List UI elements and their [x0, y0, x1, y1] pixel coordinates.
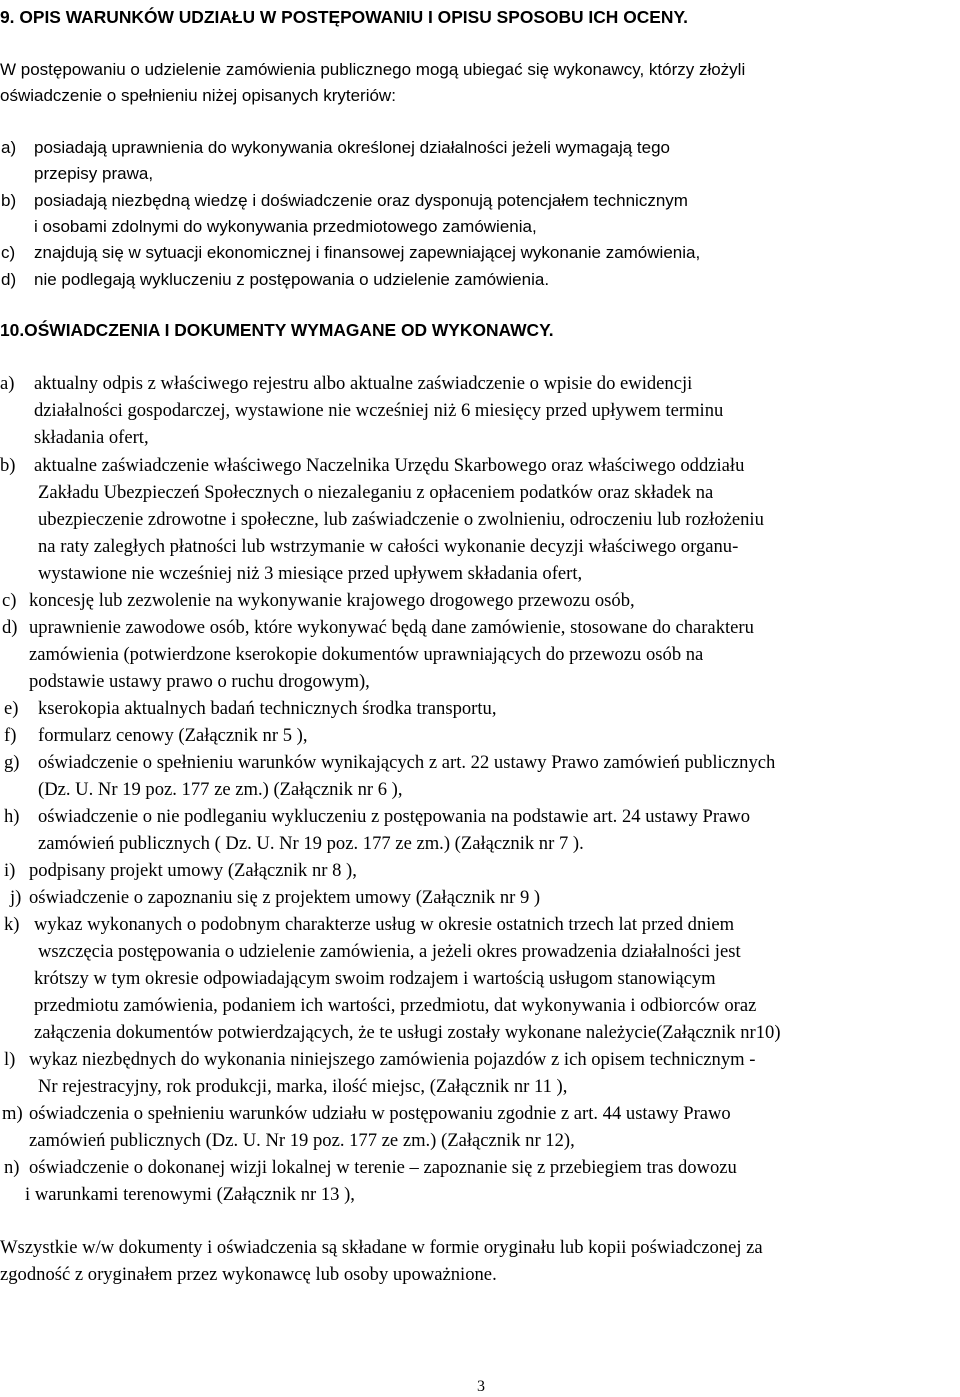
list-item-label: f) [4, 725, 17, 746]
list-item-text: wystawione nie wcześniej niż 3 miesiące przed upływem składania ofert, [38, 563, 583, 584]
list-item-label: n) [4, 1157, 20, 1178]
list-item-text: (Dz. U. Nr 19 poz. 177 ze zm.) (Załącznik nr 6 ), [38, 779, 403, 800]
list-item-label: e) [4, 698, 19, 719]
list-item-text: wszczęcia postępowania o udzielenie zamówienia, a jeżeli okres prowadzenia działalności jest [38, 941, 741, 962]
list-item-label: c) [2, 590, 17, 611]
list-item-text: składania ofert, [34, 427, 149, 448]
section-9-heading: 9. OPIS WARUNKÓW UDZIAŁU W POSTĘPOWANIU I OPISU SPOSOBU ICH OCENY. [0, 7, 688, 27]
list-item-text: znajdują się w sytuacji ekonomicznej i finansowej zapewniającej wykonanie zamówienia, [34, 243, 701, 262]
list-item-text: Zakładu Ubezpieczeń Społecznych o niezaleganiu z opłaceniem podatków oraz składek na [38, 482, 714, 503]
list-item-text: aktualne zaświadczenie właściwego Naczelnika Urzędu Skarbowego oraz właściwego oddziału [34, 455, 745, 476]
list-item-label: h) [4, 806, 20, 827]
list-item-label: b) [0, 455, 16, 476]
list-item-text: oświadczenie o dokonanej wizji lokalnej w terenie – zapoznanie się z przebiegiem tras dowozu [29, 1157, 737, 1178]
list-item-label: l) [4, 1049, 16, 1070]
list-item-text: wykaz wykonanych o podobnym charakterze usług w okresie ostatnich trzech lat przed dniem [34, 914, 735, 935]
list-item-text: zamówienia (potwierdzone kserokopie dokumentów uprawniających do przewozu osób na [29, 644, 704, 665]
list-item-text: posiadają niezbędną wiedzę i doświadczenie oraz dysponują potencjałem technicznym [34, 191, 688, 210]
list-item-label: j) [10, 887, 22, 908]
list-item-text: zamówień publicznych (Dz. U. Nr 19 poz. 177 ze zm.) (Załącznik nr 12), [29, 1130, 575, 1151]
list-item-text: koncesję lub zezwolenie na wykonywanie krajowego drogowego przewozu osób, [29, 590, 635, 611]
list-item-text: formularz cenowy (Załącznik nr 5 ), [38, 725, 308, 746]
list-item-text: posiadają uprawnienia do wykonywania określonej działalności jeżeli wymagają tego [34, 138, 670, 157]
list-item-label: d) [2, 617, 18, 638]
list-item-text: ubezpieczenie zdrowotne i społeczne, lub zaświadczenie o zwolnieniu, odroczeniu lub rozłożeniu [38, 509, 764, 530]
list-item-text: aktualny odpis z właściwego rejestru albo aktualne zaświadczenie o wpisie do ewidencji [34, 373, 693, 394]
list-item-text: podstawie ustawy prawo o ruchu drogowym), [29, 671, 370, 692]
list-item-text: oświadczenie o nie podleganiu wykluczeniu z postępowania na podstawie art. 24 ustawy Prawo [38, 806, 751, 827]
list-item-text: przepisy prawa, [34, 164, 154, 183]
list-item-label: i) [4, 860, 16, 881]
closing-paragraph-line: zgodność z oryginałem przez wykonawcę lub osoby upoważnione. [0, 1264, 497, 1285]
list-item-text: działalności gospodarczej, wystawione nie wcześniej niż 6 miesięcy przed upływem terminu [34, 400, 724, 421]
list-item-text: i warunkami terenowymi (Załącznik nr 13 ), [25, 1184, 355, 1205]
list-item-text: wykaz niezbędnych do wykonania niniejszego zamówienia pojazdów z ich opisem technicznym - [29, 1049, 756, 1070]
list-item-text: Nr rejestracyjny, rok produkcji, marka, ilość miejsc, (Załącznik nr 11 ), [38, 1076, 568, 1097]
list-item-text: na raty zaległych płatności lub wstrzymanie w całości wykonanie decyzji właściwego organu- [38, 536, 739, 557]
list-item-text: uprawnienie zawodowe osób, które wykonywać będą dane zamówienie, stosowane do charakteru [29, 617, 754, 638]
list-item-text: krótszy w tym okresie odpowiadającym swoim rodzajem i wartością usługom stanowiącym [34, 968, 716, 989]
list-item-text: przedmiotu zamówienia, podaniem ich wartości, przedmiotu, dat wykonywania i odbiorców oraz [34, 995, 757, 1016]
list-item-text: oświadczenie o spełnieniu warunków wynikających z art. 22 ustawy Prawo zamówień publicznych [38, 752, 776, 773]
list-item-label: m) [2, 1103, 23, 1124]
list-item-label: g) [4, 752, 20, 773]
list-item-label: b) [1, 191, 17, 210]
list-item-label: a) [1, 138, 17, 157]
list-item-label: a) [0, 373, 15, 394]
list-item-text: oświadczenie o zapoznaniu się z projektem umowy (Załącznik nr 9 ) [29, 887, 541, 908]
list-item-text: załączenia dokumentów potwierdzających, że te usługi zostały wykonane należycie(Załącznik nr10) [34, 1022, 781, 1043]
list-item-text: podpisany projekt umowy (Załącznik nr 8 ), [29, 860, 357, 881]
list-item-text: oświadczenia o spełnieniu warunków udziału w postępowaniu zgodnie z art. 44 ustawy Prawo [29, 1103, 731, 1124]
list-item-label: k) [4, 914, 20, 935]
section-9-intro-line: W postępowaniu o udzielenie zamówienia publicznego mogą ubiegać się wykonawcy, którzy złożyli [0, 60, 746, 79]
closing-paragraph-line: Wszystkie w/w dokumenty i oświadczenia są składane w formie oryginału lub kopii poświadczonej za [0, 1237, 763, 1258]
section-9-intro-line: oświadczenie o spełnieniu niżej opisanych kryteriów: [0, 86, 396, 105]
page-number: 3 [477, 1378, 485, 1395]
list-item-label: d) [1, 270, 17, 289]
list-item-text: nie podlegają wykluczeniu z postępowania o udzielenie zamówienia. [34, 270, 550, 289]
list-item-text: kserokopia aktualnych badań technicznych środka transportu, [38, 698, 497, 719]
list-item-text: zamówień publicznych ( Dz. U. Nr 19 poz. 177 ze zm.) (Załącznik nr 7 ). [38, 833, 584, 854]
list-item-label: c) [1, 243, 16, 262]
section-10-heading: 10.OŚWIADCZENIA I DOKUMENTY WYMAGANE OD WYKONAWCY. [0, 320, 554, 340]
list-item-text: i osobami zdolnymi do wykonywania przedmiotowego zamówienia, [34, 217, 537, 236]
